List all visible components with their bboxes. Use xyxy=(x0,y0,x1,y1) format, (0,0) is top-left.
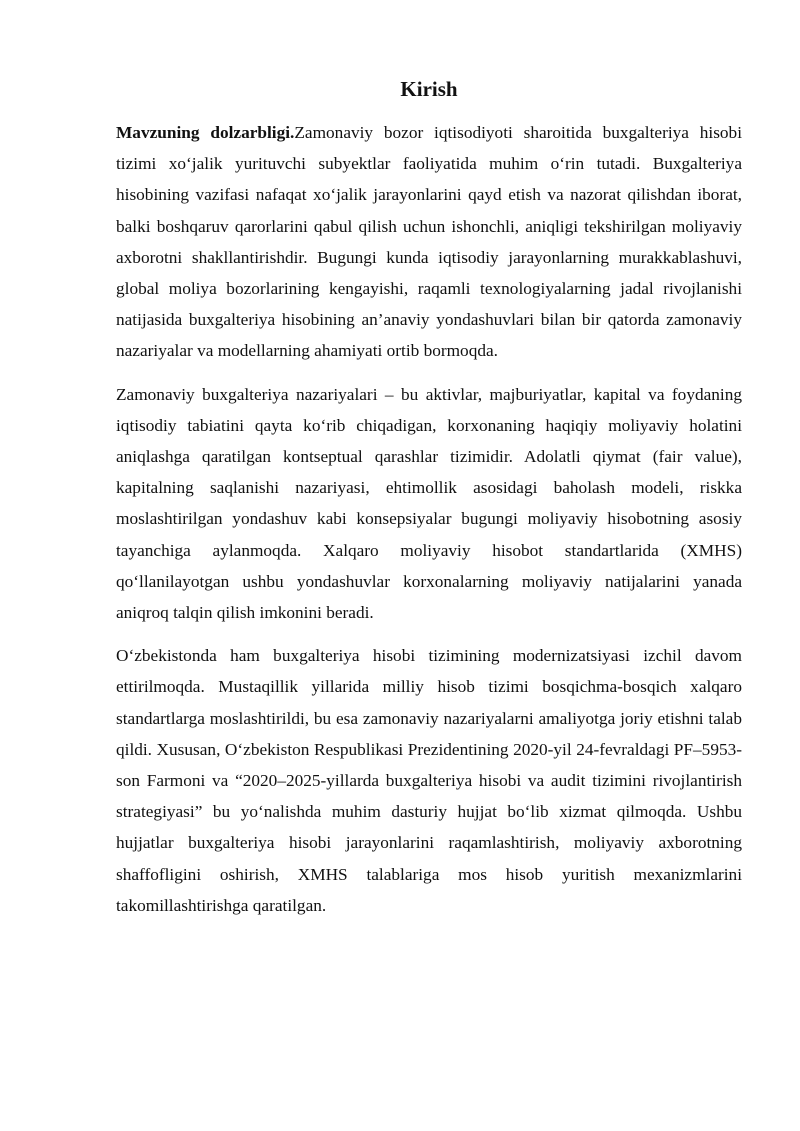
paragraph-lead: Mavzuning dolzarbligi. xyxy=(116,123,295,142)
paragraph-text: O‘zbekistonda ham buxgalteriya hisobi tizimining modernizatsiyasi izchil davom ettirilmoqda. Mustaqillik yillarida milliy hisob tizimi bosqichma-bosqich xalqaro standartlarga moslashtirildi, bu esa zamonaviy nazariyalarni amaliyotga joriy etishni talab qildi. Xususan, O‘zbekiston Respublikasi Prezidentining 2020-yil 24-fevraldagi PF–5953-son Farmoni va “2020–2025-yillarda buxgalteriya hisobi va audit tizimini rivojlantirish strategiyasi” bu yo‘nalishda muhim dasturiy hujjat bo‘lib xizmat qilmoqda. Ushbu hujjatlar buxgalteriya hisobi jarayonlarini raqamlashtirish, moliyaviy axborotning shaffofligini oshirish, XMHS talablariga mos hisob yuritish mexanizmlarini takomillashtirishga qaratilgan. xyxy=(116,646,742,915)
paragraph-uzbekistan xyxy=(116,640,742,921)
paragraph-text: Zamonaviy buxgalteriya nazariyalari – bu aktivlar, majburiyatlar, kapital va foydaning iqtisodiy tabiatini qayta ko‘rib chiqadigan, korxonaning haqiqiy moliyaviy holatini aniqlashga qaratilgan kontseptual qarashlar tizimidir. Adolatli qiymat (fair value), kapitalning saqlanishi nazariyasi, ehtimollik asosidagi baholash modeli, riskka moslashtirilgan yondashuv kabi konsepsiyalar bugungi moliyaviy hisobotning asosiy tayanchiga aylanmoqda. Xalqaro moliyaviy hisobot standartlarida (XMHS) qo‘llanilayotgan ushbu yondashuvlar korxonalarning moliyaviy natijalarini yanada aniqroq talqin qilish imkonini beradi. xyxy=(116,384,742,623)
paragraph-theories xyxy=(116,379,742,629)
page-title: Kirish xyxy=(400,77,458,101)
paragraph-relevance xyxy=(116,117,742,367)
paragraph-text: Zamonaviy bozor iqtisodiyoti sharoitida buxgalteriya hisobi tizimi xo‘jalik yurituvchi subyektlar faoliyatida muhim o‘rin tutadi. Buxgalteriya hisobining vazifasi nafaqat xo‘jalik jarayonlarini qayd etish va nazorat qilishdan iborat, balki boshqaruv qarorlarini qabul qilish uchun ishonchli, aniqligi tekshirilgan moliyaviy axborotni shakllantirishdir. Bugungi kunda iqtisodiy jarayonlarning murakkablashuvi, global moliya bozorlarining kengayishi, raqamli texnologiyalarning jadal rivojlanishi natijasida buxgalteriya hisobining an’anaviy yondashuvlari bilan bir qatorda zamonaviy nazariyalar va modellarning ahamiyati ortib bormoqda. xyxy=(116,123,743,361)
